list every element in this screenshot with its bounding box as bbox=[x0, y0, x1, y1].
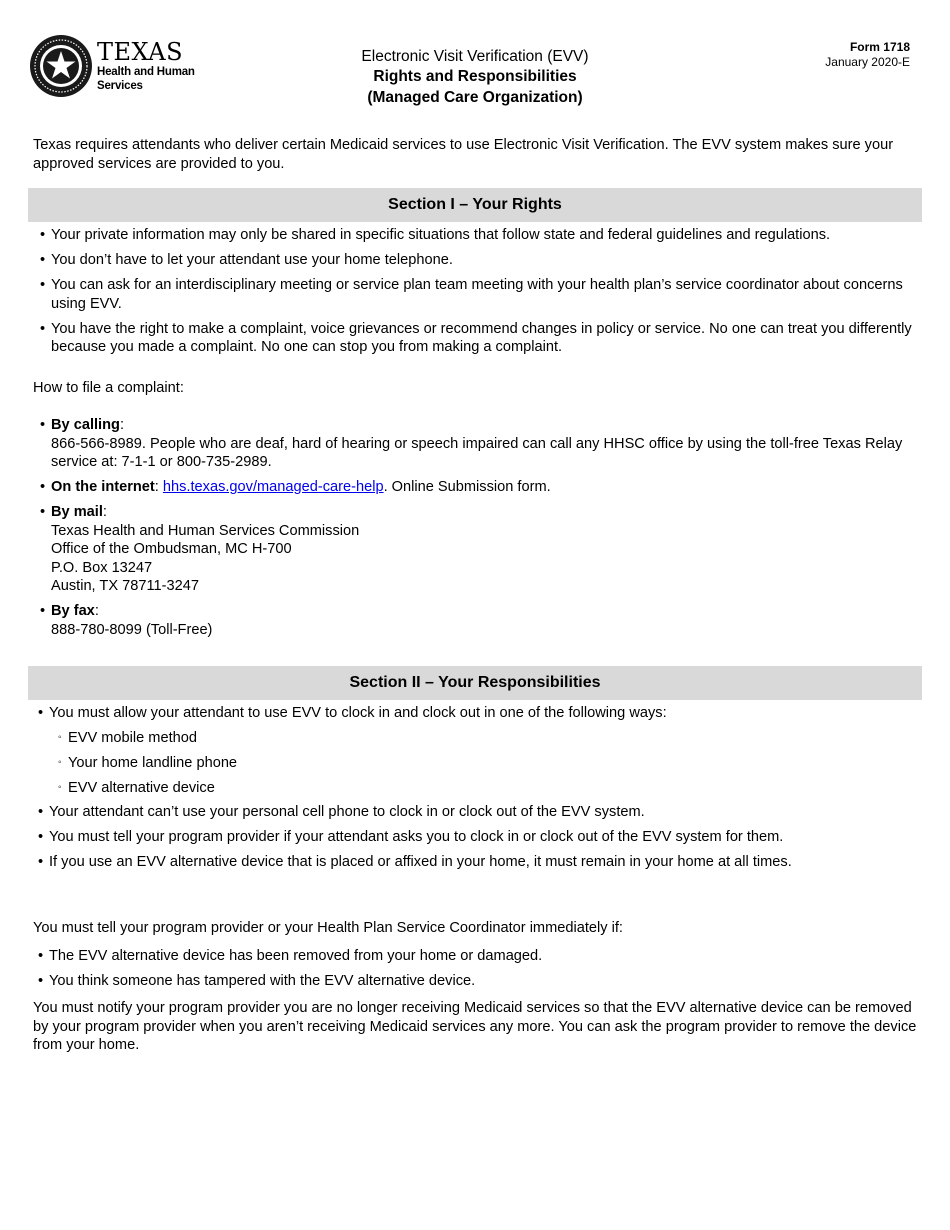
form-id bbox=[825, 40, 910, 69]
complaint-intro: How to file a complaint: bbox=[33, 380, 184, 396]
title-line-3: (Managed Care Organization) bbox=[367, 88, 583, 106]
calling-label: By calling bbox=[51, 417, 120, 433]
list-item: • If you use an EVV alternative device that is placed or affixed in your home, it must remain in your home at all times. bbox=[38, 853, 923, 872]
mail-address-line: P.O. Box 13247 bbox=[51, 559, 153, 576]
mail-address-line: Texas Health and Human Services Commission bbox=[51, 522, 360, 539]
complaint-by-internet: • On the internet: hhs.texas.gov/managed-care-help. Online Submission form. bbox=[40, 478, 925, 497]
list-item: • You must tell your program provider if your attendant asks you to clock in or clock out of the EVV system for them. bbox=[38, 828, 923, 847]
list-item: • You don’t have to let your attendant use your home telephone. bbox=[40, 251, 925, 270]
calling-text: 866-566-8989. People who are deaf, hard of hearing or speech impaired can call any HHSC office by using the toll-free Texas Relay service at: 7-1-1 or 800-735-2989. bbox=[51, 435, 903, 470]
responsibilities-list bbox=[38, 803, 923, 872]
rights-list bbox=[40, 226, 925, 357]
complaint-by-fax: • By fax: 888-780-8099 (Toll-Free) bbox=[40, 602, 925, 639]
title-line-1: Electronic Visit Verification (EVV) bbox=[361, 48, 589, 65]
mail-address-line: Office of the Ombudsman, MC H-700 bbox=[51, 541, 292, 557]
form-date: January 2020-E bbox=[825, 54, 910, 69]
list-item: ◦ EVV mobile method bbox=[58, 729, 658, 748]
notify-intro: You must tell your program provider or your Health Plan Service Coordinator immediately if: bbox=[33, 920, 623, 936]
texas-seal-icon bbox=[29, 34, 93, 98]
fax-text: 888-780-8099 (Toll-Free) bbox=[51, 621, 213, 638]
complaint-by-calling: • By calling: 866-566-8989. People who are deaf, hard of hearing or speech impaired can call any HHSC office by using the toll-free Texas Relay service at: 7-1-1 or 800-735-2989. bbox=[40, 416, 925, 472]
document-title bbox=[300, 47, 650, 108]
list-item: • You must allow your attendant to use EVV to clock in and clock out in one of the following ways: bbox=[38, 704, 923, 723]
list-item: • Your private information may only be shared in specific situations that follow state and federal guidelines and regulations. bbox=[40, 226, 925, 245]
logo-agency-text: Health and Human Services bbox=[97, 66, 195, 92]
list-item: • You have the right to make a complaint, voice grievances or recommend changes in policy or service. No one can treat you differently because you made a complaint. No one can stop you from making a complaint. bbox=[40, 320, 925, 357]
form-number: Form 1718 bbox=[849, 40, 910, 54]
list-item: • The EVV alternative device has been removed from your home or damaged. bbox=[38, 947, 923, 966]
list-item: ◦ Your home landline phone bbox=[58, 754, 658, 773]
list-item: ◦ EVV alternative device bbox=[58, 779, 658, 798]
mail-address-line: Austin, TX 78711-3247 bbox=[51, 578, 199, 594]
list-item: • Your attendant can’t use your personal cell phone to clock in or clock out of the EVV system. bbox=[38, 803, 923, 822]
internet-label: On the internet bbox=[51, 479, 155, 495]
title-line-2: Rights and Responsibilities bbox=[373, 68, 577, 85]
mail-label: By mail bbox=[51, 504, 103, 520]
list-item: • You think someone has tampered with the EVV alternative device. bbox=[38, 972, 923, 991]
list-item: • You can ask for an interdisciplinary meeting or service plan team meeting with your health plan’s service coordinator about concerns using EVV. bbox=[40, 276, 925, 313]
clock-in-methods bbox=[58, 729, 658, 804]
responsibilities-first bbox=[38, 704, 923, 723]
notify-list bbox=[38, 947, 923, 991]
hhs-logo bbox=[29, 34, 204, 102]
fax-label: By fax bbox=[51, 603, 95, 619]
complaint-by-mail: • By mail: Texas Health and Human Services Commission Office of the Ombudsman, MC H-700 P.O. Box 13247 Austin, TX 78711-3247 bbox=[40, 503, 925, 596]
complaint-methods bbox=[40, 416, 925, 639]
intro-paragraph: Texas requires attendants who deliver certain Medicaid services to use Electronic Visit Verification. The EVV system makes sure your approved services are provided to you. bbox=[33, 137, 894, 172]
section-2-heading: Section II – Your Responsibilities bbox=[28, 666, 922, 700]
closing-paragraph: You must notify your program provider you are no longer receiving Medicaid services so that the EVV alternative device can be removed by your program provider when you aren’t receiving Medicaid services any more. You can ask the program provider to remove the device from your home. bbox=[33, 1000, 917, 1053]
logo-texas-text: TEXAS bbox=[97, 38, 184, 66]
section-1-heading: Section I – Your Rights bbox=[28, 188, 922, 222]
managed-care-help-link[interactable]: hhs.texas.gov/managed-care-help bbox=[162, 479, 384, 495]
